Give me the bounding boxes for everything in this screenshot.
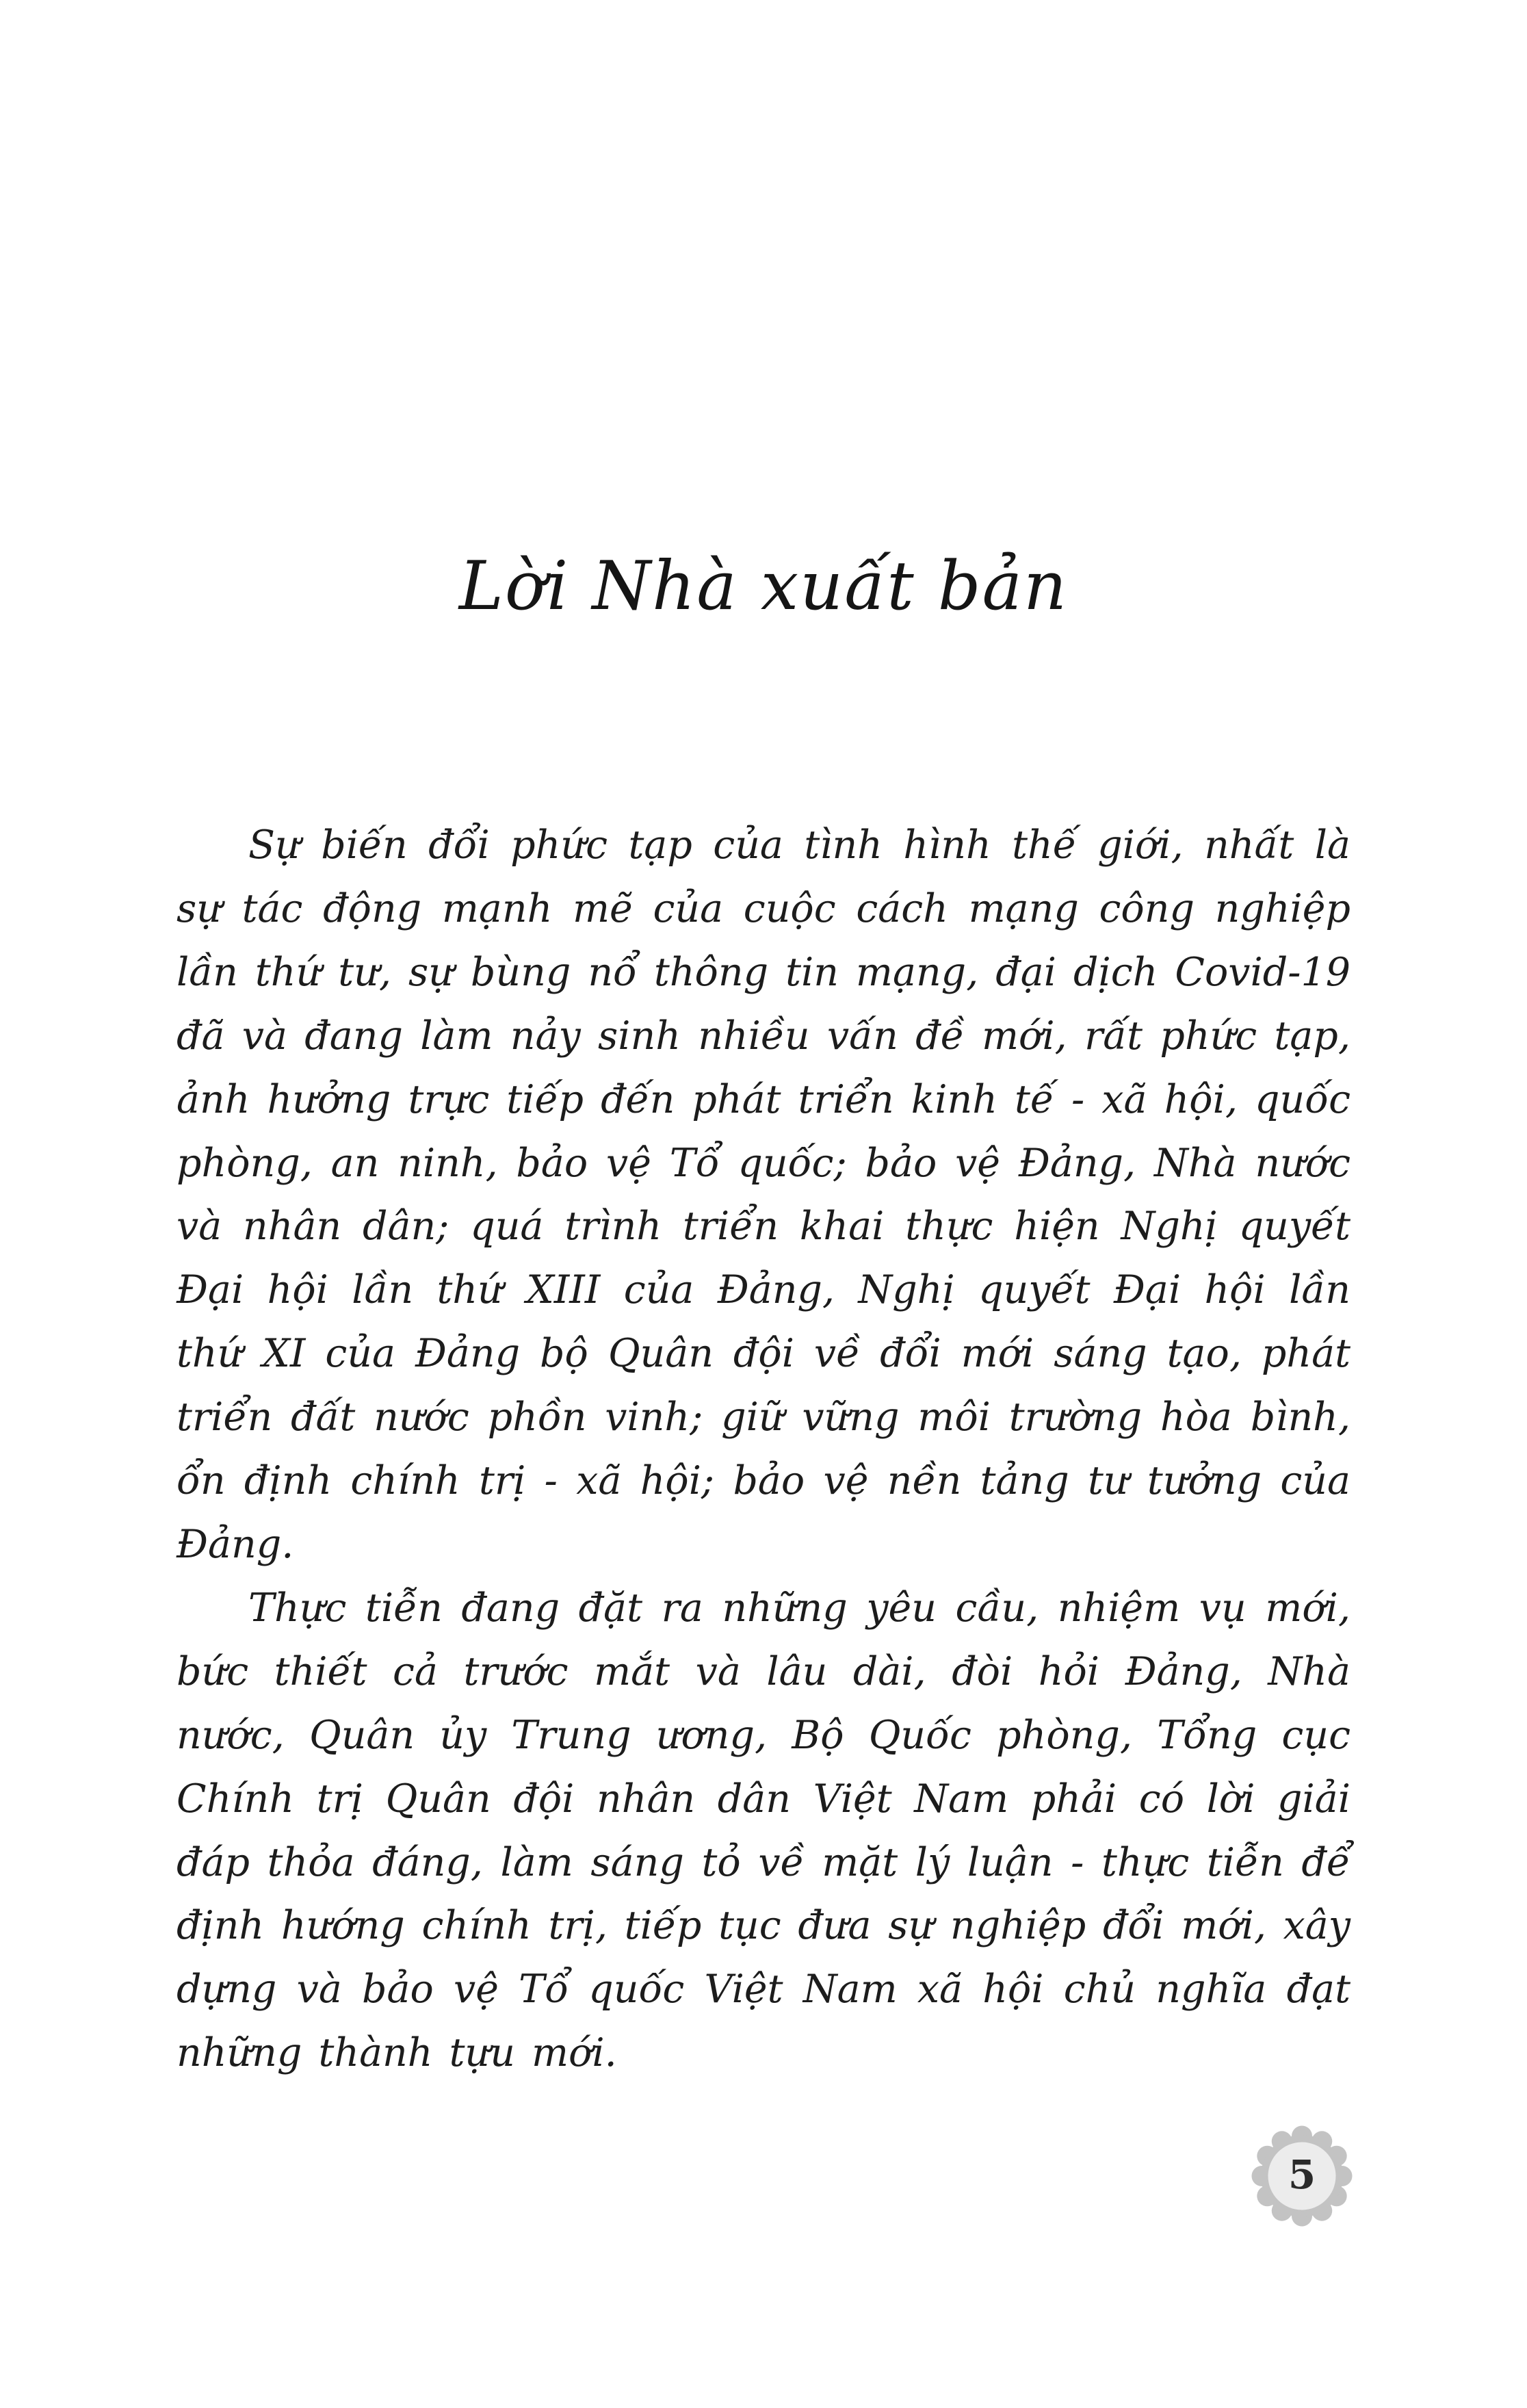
body-paragraph-2: Thực tiễn đang đặt ra những yêu cầu, nhiệm vụ mới, bức thiết cả trước mắt và lâu dài, đòi hỏi Đảng, Nhà nước, Quân ủy Trung ương, Bộ Quốc phòng, Tổng cục Chính trị Quân đội nhân dân Việt Nam phải có lời giải đáp thỏa đáng, làm sáng tỏ về mặt lý luận - thực tiễn để định hướng chính trị, tiếp tục đưa sự nghiệp đổi mới, xây dựng và bảo vệ Tổ quốc Việt Nam xã hội chủ nghĩa đạt những thành tựu mới.: [177, 1585, 1350, 2076]
page-number-badge: [1251, 2125, 1353, 2227]
page-title: Lời Nhà xuất bản: [458, 547, 1069, 625]
page-number: 5: [1288, 2151, 1316, 2198]
body-paragraph-1: Sự biến đổi phức tạp của tình hình thế giới, nhất là sự tác động mạnh mẽ của cuộc cách mạng công nghiệp lần thứ tư, sự bùng nổ thông tin mạng, đại dịch Covid-19 đã và đang làm nảy sinh nhiều vấn đề mới, rất phức tạp, ảnh hưởng trực tiếp đến phát triển kinh tế - xã hội, quốc phòng, an ninh, bảo vệ Tổ quốc; bảo vệ Đảng, Nhà nước và nhân dân; quá trình triển khai thực hiện Nghị quyết Đại hội lần thứ XIII của Đảng, Nghị quyết Đại hội lần thứ XI của Đảng bộ Quân đội về đổi mới sáng tạo, phát triển đất nước phồn vinh; giữ vững môi trường hòa bình, ổn định chính trị - xã hội; bảo vệ nền tảng tư tưởng của Đảng.: [177, 823, 1350, 1567]
body-text-block: [177, 814, 1350, 2085]
